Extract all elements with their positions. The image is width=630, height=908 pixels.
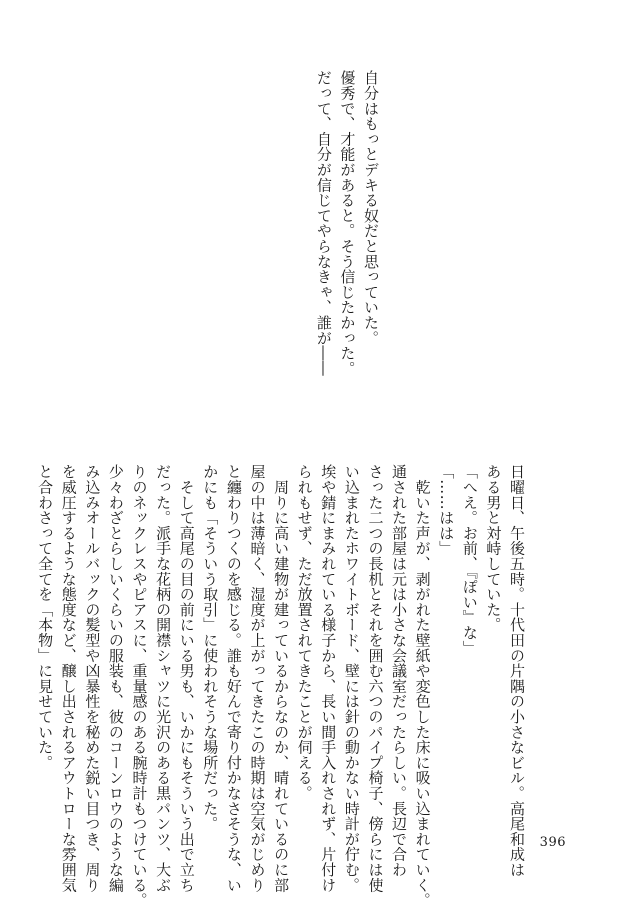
text-line: 屋の中は薄暗く、湿度が上がってきたこの時期は空気がじめり [248, 464, 267, 893]
text-line: い込まれたホワイトボード、壁には針の動かない時計が佇む。 [342, 464, 361, 893]
text-line: 周りに高い建物が建っているからなのか、晴れているのに部 [272, 464, 291, 893]
text-line: を威圧するような態度など、醸し出されるアウトローな雰囲気 [59, 464, 78, 893]
text-line: 自分はもっとデキる奴だと思っていた。 [362, 70, 380, 346]
text-line: 「へえ。お前、『ぽい』な」 [460, 464, 479, 656]
upper-passage [311, 70, 382, 376]
text-line: 埃や錆にまみれている様子から、長い間手入れされず、片付け [319, 464, 338, 893]
lower-passage [33, 464, 528, 908]
text-line: と合わさって全てを「本物」に見せていた。 [36, 464, 55, 770]
text-line: かにも「そういう取引」に使われそうな場所だった。 [201, 464, 220, 832]
text-line: 少々わざとらしいくらいの服装も、彼のコーンロウのような編 [106, 464, 125, 893]
text-line: ある男と対峙していた。 [484, 464, 503, 633]
text-line: 乾いた声が、剥がれた壁紙や変色した床に吸い込まれていく。 [413, 464, 432, 908]
page-number: 396 [539, 835, 566, 850]
text-line: み込みオールバックの髪型や凶暴性を秘めた鋭い目つき、周り [83, 464, 102, 893]
text-line: だって、自分が信じてやらなきゃ、誰が―― [314, 70, 333, 376]
text-line: 日曜日、午後五時。十代田の片隅の小さなビル。高尾和成は [508, 464, 526, 878]
text-line: られもせず、ただ放置されてきたことが伺える。 [295, 464, 314, 801]
text-line: と纏わりつくのを感じる。誰も好んで寄り付かなさそうな、い [224, 464, 243, 893]
text-line: 優秀で、才能があると。そう信じたかった。 [338, 70, 357, 376]
text-line: さった二つの長机とそれを囲む六つのパイプ椅子、傍らには使 [366, 464, 385, 893]
text-line: 「……はは」 [437, 464, 456, 556]
text-line: そして高尾の目の前にいる男も、いかにもそういう出で立ち [177, 464, 196, 893]
text-line: 通された部屋は元は小さな会議室だったらしい。長辺で合わ [390, 464, 409, 878]
text-line: だった。派手な花柄の開襟シャツに光沢のある黒パンツ、大ぶ [154, 464, 173, 893]
text-line: りのネックレスやピアスに、重量感のある腕時計もつけている。 [130, 464, 149, 908]
